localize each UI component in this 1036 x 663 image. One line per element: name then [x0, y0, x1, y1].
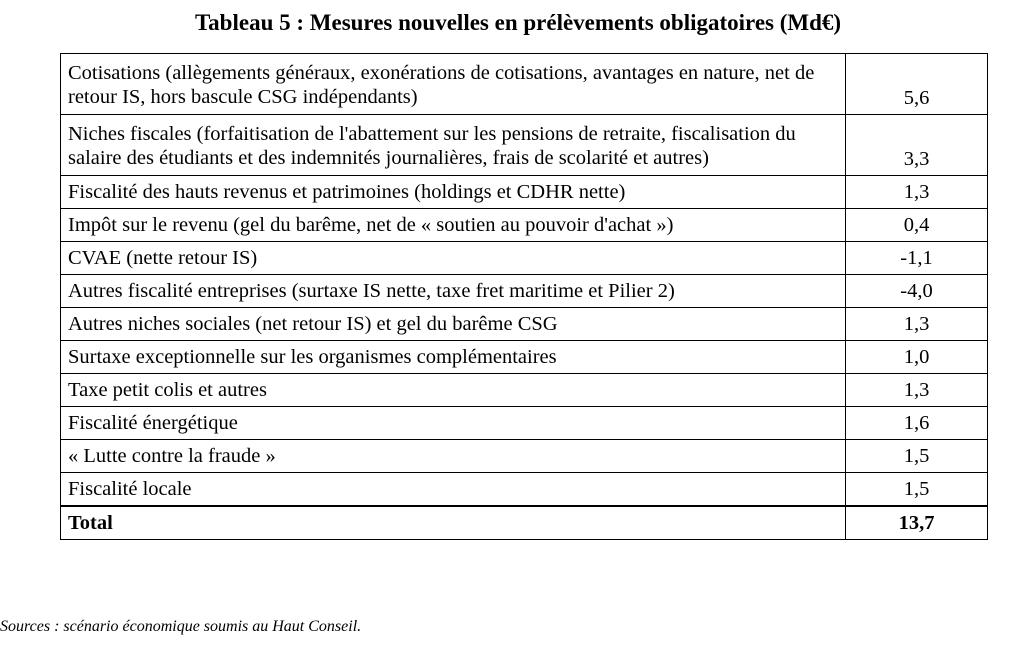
row-value: 0,4 [846, 209, 988, 242]
row-label: Surtaxe exceptionnelle sur les organismes complémentaires [61, 341, 846, 374]
row-value: -1,1 [846, 242, 988, 275]
table-title: Tableau 5 : Mesures nouvelles en prélèvements obligatoires (Md€) [194, 10, 842, 35]
table-row [61, 308, 988, 341]
total-label: Total [61, 506, 846, 540]
row-label: Fiscalité énergétique [61, 407, 846, 440]
row-value: -4,0 [846, 275, 988, 308]
row-label: Autres niches sociales (net retour IS) et gel du barême CSG [61, 308, 846, 341]
row-value: 1,5 [846, 440, 988, 473]
row-value: 1,3 [846, 374, 988, 407]
row-value: 5,6 [846, 54, 988, 115]
row-label: Cotisations (allègements généraux, exonérations de cotisations, avantages en nature, net de retour IS, hors bascule CSG indépendants) [61, 54, 846, 115]
row-label: « Lutte contre la fraude » [61, 440, 846, 473]
row-label: CVAE (nette retour IS) [61, 242, 846, 275]
row-value: 1,5 [846, 473, 988, 507]
row-value: 1,6 [846, 407, 988, 440]
measures-table [60, 53, 988, 540]
row-value: 1,3 [846, 176, 988, 209]
table-row [61, 242, 988, 275]
row-label: Autres fiscalité entreprises (surtaxe IS nette, taxe fret maritime et Pilier 2) [61, 275, 846, 308]
total-value: 13,7 [846, 506, 988, 540]
table-row [61, 407, 988, 440]
row-label: Fiscalité des hauts revenus et patrimoines (holdings et CDHR nette) [61, 176, 846, 209]
table-row [61, 374, 988, 407]
row-value: 1,3 [846, 308, 988, 341]
table-row [61, 341, 988, 374]
row-label: Fiscalité locale [61, 473, 846, 507]
table-row [61, 209, 988, 242]
table-row [61, 275, 988, 308]
row-value: 3,3 [846, 115, 988, 176]
table-row [61, 440, 988, 473]
row-label: Niches fiscales (forfaitisation de l'abattement sur les pensions de retraite, fiscalisation du salaire des étudiants et des indemnités journalières, frais de scolarité et autres) [61, 115, 846, 176]
table-row [61, 54, 988, 115]
table-row [61, 473, 988, 507]
row-value: 1,0 [846, 341, 988, 374]
source-note: Sources : scénario économique soumis au Haut Conseil. [0, 618, 362, 635]
row-label: Impôt sur le revenu (gel du barême, net de « soutien au pouvoir d'achat ») [61, 209, 846, 242]
table-row [61, 115, 988, 176]
row-label: Taxe petit colis et autres [61, 374, 846, 407]
total-row [61, 506, 988, 540]
table-row [61, 176, 988, 209]
